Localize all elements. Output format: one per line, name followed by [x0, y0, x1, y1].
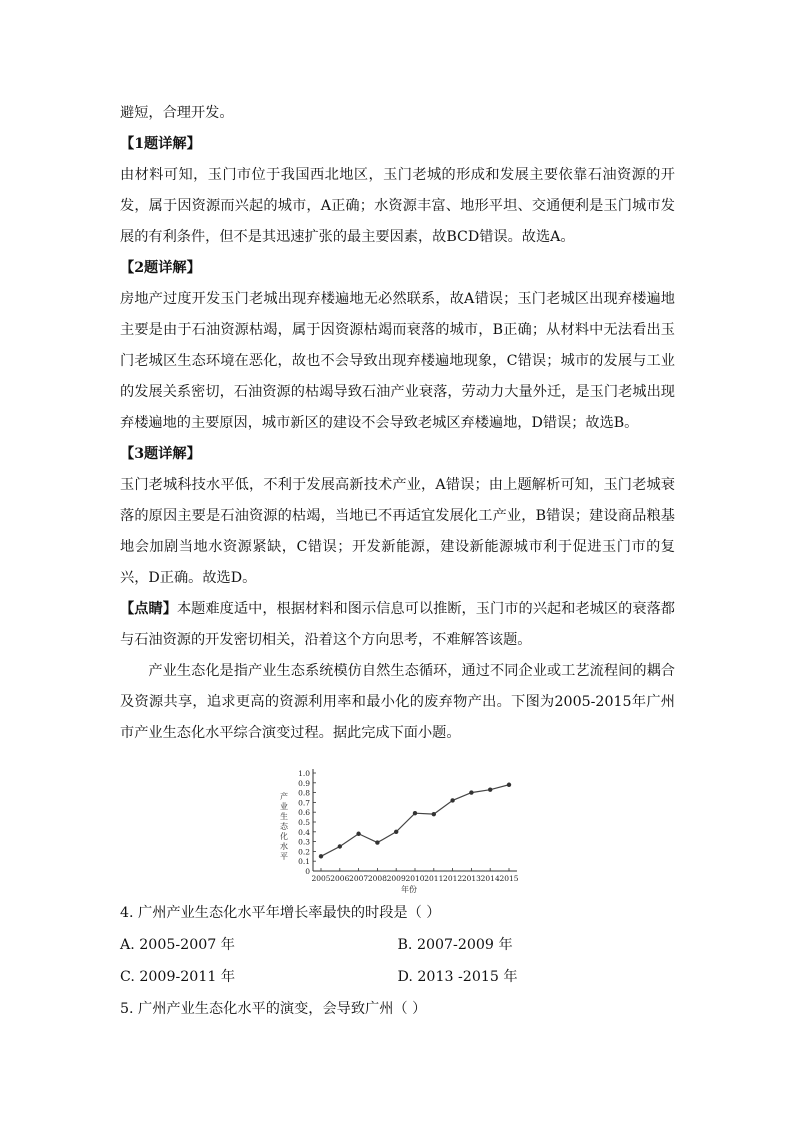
y-tick-label: 1.0: [298, 769, 310, 778]
y-tick-label: 0.7: [298, 798, 310, 808]
question-4-stem: 4. 广州产业生态化水平年增长率最快的时段是（ ）: [120, 905, 441, 921]
x-axis-label: 年份: [401, 885, 417, 893]
y-axis-label: 产业生态化水平: [280, 792, 288, 861]
section-1-body: 由材料可知，玉门市位于我国西北地区，玉门老城的形成和发展主要依靠石油资源的开发，属于因资源而兴起的城市，A正确；水资源丰富、地形平坦、交通便利是玉门城市发展的有利条件，但不是其迅速扩张的最主要因素，故BCD错误。故选A。: [120, 167, 675, 245]
data-point: [488, 787, 492, 791]
data-point: [338, 844, 342, 848]
y-tick-label: 0.3: [298, 837, 310, 847]
q4-option-b[interactable]: B. 2007-2009 年: [397, 937, 513, 953]
x-tick-label: 2009: [386, 874, 406, 883]
x-tick-label: 2010: [405, 874, 425, 883]
x-tick-label: 2012: [443, 874, 463, 883]
y-tick-label: 0.2: [298, 847, 310, 857]
line-chart: [120, 759, 675, 893]
x-tick-label: 2011: [424, 874, 444, 883]
section-1-heading: 【1题详解】: [120, 136, 201, 152]
x-tick-label: 2007: [349, 874, 369, 883]
x-tick-label: 2015: [499, 874, 519, 883]
question-4-options: [120, 929, 675, 993]
x-tick-label: 2013: [461, 874, 481, 883]
series-line: [321, 785, 509, 857]
data-point: [413, 811, 417, 815]
y-tick-label: 0: [305, 867, 310, 876]
chart-svg: [120, 759, 675, 893]
data-point: [469, 790, 473, 794]
intro-tail: 避短，合理开发。: [120, 105, 234, 121]
q4-option-a[interactable]: A. 2005-2007 年: [120, 937, 235, 953]
dianjing-tag: 【点睛】: [120, 601, 177, 617]
data-point: [507, 783, 511, 787]
data-point: [356, 832, 360, 836]
data-point: [450, 798, 454, 802]
y-tick-label: 0.6: [298, 808, 310, 818]
y-tick-label: 0.5: [298, 818, 310, 827]
y-tick-label: 0.4: [298, 827, 310, 837]
data-point: [394, 830, 398, 834]
material-paragraph: 产业生态化是指产业生态系统模仿自然生态循环，通过不同企业或工艺流程间的耦合及资源共享，追求更高的资源利用率和最小化的废弃物产出。下图为2005-2015年广州市产业生态化水平综合演变过程。据此完成下面小题。: [120, 663, 675, 741]
dianjing-body: 本题难度适中，根据材料和图示信息可以推断，玉门市的兴起和老城区的衰落都与石油资源的开发密切相关，沿着这个方向思考，不难解答该题。: [120, 601, 675, 648]
section-3-body: 玉门老城科技水平低，不利于发展高新技术产业，A错误；由上题解析可知，玉门老城衰落的原因主要是石油资源的枯竭，当地已不再适宜发展化工产业，B错误；建设商品粮基地会加剧当地水资源紧缺，C错误；开发新能源，建设新能源城市利于促进玉门市的复兴，D正确。故选D。: [120, 477, 675, 586]
q4-option-c[interactable]: C. 2009-2011 年: [120, 969, 236, 985]
document-content: [120, 98, 675, 1025]
data-point: [375, 840, 379, 844]
x-tick-label: 2014: [480, 874, 500, 883]
x-tick-label: 2008: [367, 874, 387, 883]
y-tick-label: 0.9: [298, 778, 310, 788]
section-2-body: 房地产过度开发玉门老城出现弃楼遍地无必然联系，故A错误；玉门老城区出现弃楼遍地主要是由于石油资源枯竭，属于因资源枯竭而衰落的城市，B正确；从材料中无法看出玉门老城区生态环境在恶化，故也不会导致出现弃楼遍地现象，C错误；城市的发展与工业的发展关系密切，石油资源的枯竭导致石油产业衰落，劳动力大量外迁，是玉门老城出现弃楼遍地的主要原因，城市新区的建设不会导致老城区弃楼遍地，D错误；故选B。: [120, 291, 675, 431]
y-tick-label: 0.1: [298, 857, 310, 867]
y-tick-label: 0.8: [298, 788, 310, 798]
data-point: [319, 854, 323, 858]
section-3-heading: 【3题详解】: [120, 446, 201, 462]
x-tick-label: 2006: [330, 874, 350, 883]
x-tick-label: 2005: [311, 874, 331, 883]
question-5-stem: 5. 广州产业生态化水平的演变，会导致广州（ ）: [120, 1001, 427, 1017]
q4-option-d[interactable]: D. 2013 -2015 年: [397, 969, 518, 985]
section-2-heading: 【2题详解】: [120, 260, 201, 276]
data-point: [432, 812, 436, 816]
dianjing-paragraph: [120, 594, 675, 656]
